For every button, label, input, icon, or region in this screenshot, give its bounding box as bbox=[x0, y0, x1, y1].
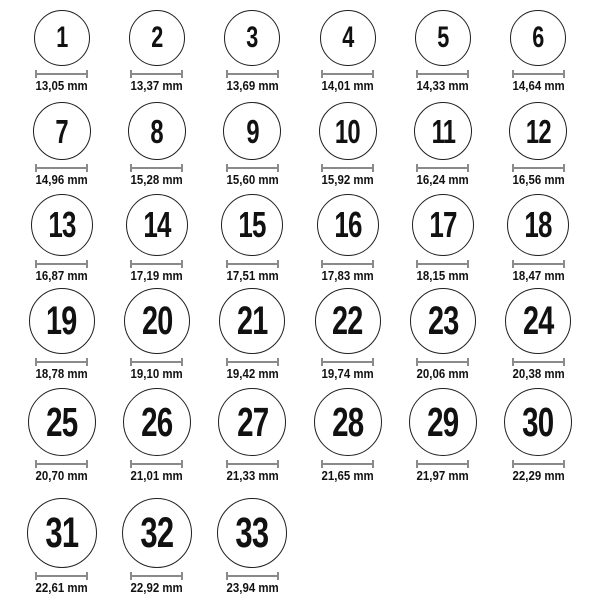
ring-number: 25 bbox=[45, 398, 78, 445]
diameter-dimension-line bbox=[226, 260, 279, 268]
ring-cell bbox=[205, 486, 300, 598]
ring-diameter-label: 22,61 mm bbox=[35, 580, 88, 596]
ring-cell bbox=[491, 6, 586, 96]
ring-circle bbox=[505, 288, 571, 354]
ring-diameter-label: 20,38 mm bbox=[512, 366, 565, 382]
ring-number: 31 bbox=[45, 508, 79, 557]
ring-diameter-label: 22,92 mm bbox=[130, 580, 184, 596]
ring-cell bbox=[109, 486, 204, 598]
chart-row bbox=[14, 486, 586, 598]
ring-cell bbox=[300, 190, 395, 286]
diameter-dimension-line bbox=[35, 358, 88, 366]
ring-cell bbox=[205, 190, 300, 286]
ring-number: 9 bbox=[246, 112, 259, 150]
diameter-dimension-line bbox=[321, 260, 374, 268]
ring-number: 27 bbox=[236, 398, 269, 445]
ring-number: 8 bbox=[150, 112, 164, 150]
ring-circle bbox=[129, 10, 185, 66]
chart-row bbox=[14, 384, 586, 486]
ring-circle bbox=[315, 288, 381, 354]
ring-diameter-label: 23,94 mm bbox=[226, 580, 279, 596]
empty-cell bbox=[300, 486, 395, 598]
ring-cell bbox=[300, 6, 395, 96]
ring-diameter-label: 17,19 mm bbox=[130, 268, 184, 284]
ring-cell bbox=[205, 96, 300, 190]
ring-circle bbox=[415, 10, 471, 66]
ring-number: 6 bbox=[532, 21, 544, 55]
ring-circle bbox=[507, 194, 569, 256]
ring-number: 2 bbox=[151, 21, 163, 55]
ring-diameter-label: 18,78 mm bbox=[35, 366, 88, 382]
diameter-dimension-line bbox=[512, 460, 565, 468]
ring-diameter-label: 17,83 mm bbox=[321, 268, 374, 284]
ring-diameter-label: 14,33 mm bbox=[416, 78, 470, 94]
diameter-dimension-line bbox=[130, 358, 183, 366]
ring-number: 24 bbox=[522, 299, 554, 344]
ring-diameter-label: 21,65 mm bbox=[321, 468, 374, 484]
ring-diameter-label: 20,70 mm bbox=[35, 468, 88, 484]
ring-circle bbox=[410, 288, 476, 354]
diameter-dimension-line bbox=[35, 70, 88, 78]
ring-cell bbox=[109, 384, 204, 486]
ring-number: 14 bbox=[143, 204, 171, 246]
ring-circle bbox=[317, 194, 379, 256]
ring-cell bbox=[395, 6, 490, 96]
ring-cell bbox=[300, 96, 395, 190]
ring-diameter-label: 19,42 mm bbox=[226, 366, 279, 382]
ring-circle bbox=[124, 288, 190, 354]
empty-cell bbox=[491, 486, 586, 598]
ring-number: 10 bbox=[335, 112, 361, 150]
ring-diameter-label: 17,51 mm bbox=[226, 268, 279, 284]
diameter-dimension-line bbox=[130, 572, 183, 580]
ring-number: 4 bbox=[341, 21, 354, 55]
ring-circle bbox=[510, 10, 566, 66]
ring-circle bbox=[29, 288, 95, 354]
ring-diameter-label: 14,96 mm bbox=[35, 172, 88, 188]
ring-cell bbox=[109, 96, 204, 190]
ring-diameter-label: 14,01 mm bbox=[321, 78, 374, 94]
ring-cell bbox=[300, 384, 395, 486]
ring-cell bbox=[14, 286, 109, 384]
ring-number: 13 bbox=[47, 204, 76, 246]
ring-diameter-label: 19,74 mm bbox=[321, 366, 374, 382]
ring-cell bbox=[109, 286, 204, 384]
ring-circle bbox=[223, 102, 281, 160]
ring-number: 30 bbox=[522, 398, 554, 445]
ring-circle bbox=[126, 194, 188, 256]
ring-circle bbox=[221, 194, 283, 256]
ring-number: 23 bbox=[427, 299, 459, 344]
diameter-dimension-line bbox=[35, 460, 88, 468]
ring-circle bbox=[219, 288, 285, 354]
diameter-dimension-line bbox=[226, 164, 279, 172]
ring-number: 12 bbox=[525, 112, 551, 150]
ring-circle bbox=[320, 10, 376, 66]
ring-cell bbox=[395, 96, 490, 190]
ring-diameter-label: 15,92 mm bbox=[321, 172, 374, 188]
diameter-dimension-line bbox=[512, 70, 565, 78]
ring-number: 32 bbox=[140, 508, 174, 557]
ring-circle bbox=[504, 388, 572, 456]
ring-number: 29 bbox=[427, 398, 459, 445]
diameter-dimension-line bbox=[226, 460, 279, 468]
diameter-dimension-line bbox=[321, 358, 374, 366]
diameter-dimension-line bbox=[416, 460, 469, 468]
diameter-dimension-line bbox=[416, 358, 469, 366]
ring-diameter-label: 16,87 mm bbox=[35, 268, 88, 284]
ring-number: 1 bbox=[56, 21, 68, 55]
diameter-dimension-line bbox=[512, 358, 565, 366]
diameter-dimension-line bbox=[130, 460, 183, 468]
ring-number: 7 bbox=[55, 112, 68, 150]
ring-cell bbox=[14, 96, 109, 190]
diameter-dimension-line bbox=[321, 460, 374, 468]
ring-cell bbox=[491, 96, 586, 190]
ring-number: 3 bbox=[246, 21, 258, 55]
ring-circle bbox=[27, 498, 97, 568]
ring-cell bbox=[109, 190, 204, 286]
ring-circle bbox=[28, 388, 96, 456]
ring-number: 18 bbox=[524, 204, 552, 246]
diameter-dimension-line bbox=[35, 260, 88, 268]
diameter-dimension-line bbox=[512, 260, 565, 268]
diameter-dimension-line bbox=[130, 70, 183, 78]
ring-cell bbox=[14, 384, 109, 486]
ring-number: 20 bbox=[141, 299, 173, 344]
ring-number: 21 bbox=[237, 299, 268, 344]
ring-cell bbox=[14, 6, 109, 96]
diameter-dimension-line bbox=[416, 260, 469, 268]
diameter-dimension-line bbox=[416, 70, 469, 78]
ring-diameter-label: 21,33 mm bbox=[226, 468, 279, 484]
ring-diameter-label: 22,29 mm bbox=[512, 468, 565, 484]
ring-cell bbox=[491, 384, 586, 486]
empty-cell bbox=[395, 486, 490, 598]
ring-diameter-label: 16,24 mm bbox=[416, 172, 470, 188]
ring-diameter-label: 14,64 mm bbox=[512, 78, 565, 94]
ring-cell bbox=[205, 384, 300, 486]
ring-diameter-label: 13,05 mm bbox=[35, 78, 88, 94]
ring-circle bbox=[34, 10, 90, 66]
ring-diameter-label: 13,69 mm bbox=[226, 78, 279, 94]
chart-row bbox=[14, 286, 586, 384]
ring-diameter-label: 16,56 mm bbox=[512, 172, 565, 188]
ring-diameter-label: 21,01 mm bbox=[130, 468, 184, 484]
ring-cell bbox=[300, 286, 395, 384]
ring-circle bbox=[509, 102, 567, 160]
diameter-dimension-line bbox=[130, 164, 183, 172]
ring-diameter-label: 20,06 mm bbox=[416, 366, 470, 382]
diameter-dimension-line bbox=[321, 70, 374, 78]
ring-number: 26 bbox=[141, 398, 173, 445]
ring-circle bbox=[319, 102, 377, 160]
ring-diameter-label: 15,28 mm bbox=[130, 172, 184, 188]
diameter-dimension-line bbox=[321, 164, 374, 172]
ring-circle bbox=[314, 388, 382, 456]
ring-cell bbox=[14, 190, 109, 286]
chart-row bbox=[14, 6, 586, 96]
ring-circle bbox=[128, 102, 186, 160]
ring-circle bbox=[409, 388, 477, 456]
ring-number: 16 bbox=[333, 204, 362, 246]
ring-diameter-label: 19,10 mm bbox=[130, 366, 184, 382]
ring-number: 5 bbox=[437, 21, 449, 55]
ring-cell bbox=[395, 384, 490, 486]
ring-circle bbox=[218, 388, 286, 456]
ring-circle bbox=[123, 388, 191, 456]
ring-number: 33 bbox=[235, 508, 269, 557]
ring-circle bbox=[217, 498, 287, 568]
ring-number: 15 bbox=[238, 204, 267, 246]
ring-circle bbox=[33, 102, 91, 160]
ring-diameter-label: 18,47 mm bbox=[512, 268, 565, 284]
diameter-dimension-line bbox=[130, 260, 183, 268]
diameter-dimension-line bbox=[416, 164, 469, 172]
ring-number: 11 bbox=[431, 112, 455, 150]
chart-row bbox=[14, 96, 586, 190]
chart-row bbox=[14, 190, 586, 286]
ring-circle bbox=[412, 194, 474, 256]
ring-number: 19 bbox=[46, 299, 77, 344]
diameter-dimension-line bbox=[35, 572, 88, 580]
diameter-dimension-line bbox=[226, 70, 279, 78]
diameter-dimension-line bbox=[512, 164, 565, 172]
ring-circle bbox=[31, 194, 93, 256]
ring-diameter-label: 21,97 mm bbox=[416, 468, 470, 484]
ring-cell bbox=[491, 190, 586, 286]
ring-cell bbox=[395, 286, 490, 384]
ring-number: 28 bbox=[331, 398, 364, 445]
ring-cell bbox=[14, 486, 109, 598]
ring-cell bbox=[491, 286, 586, 384]
diameter-dimension-line bbox=[35, 164, 88, 172]
ring-cell bbox=[205, 286, 300, 384]
diameter-dimension-line bbox=[226, 572, 279, 580]
ring-cell bbox=[109, 6, 204, 96]
ring-cell bbox=[205, 6, 300, 96]
diameter-dimension-line bbox=[226, 358, 279, 366]
ring-diameter-label: 18,15 mm bbox=[416, 268, 470, 284]
ring-diameter-label: 13,37 mm bbox=[130, 78, 184, 94]
ring-diameter-label: 15,60 mm bbox=[226, 172, 279, 188]
ring-circle bbox=[414, 102, 472, 160]
ring-cell bbox=[395, 190, 490, 286]
ring-number: 17 bbox=[429, 204, 457, 246]
ring-number: 22 bbox=[332, 299, 363, 344]
ring-circle bbox=[224, 10, 280, 66]
ring-circle bbox=[122, 498, 192, 568]
